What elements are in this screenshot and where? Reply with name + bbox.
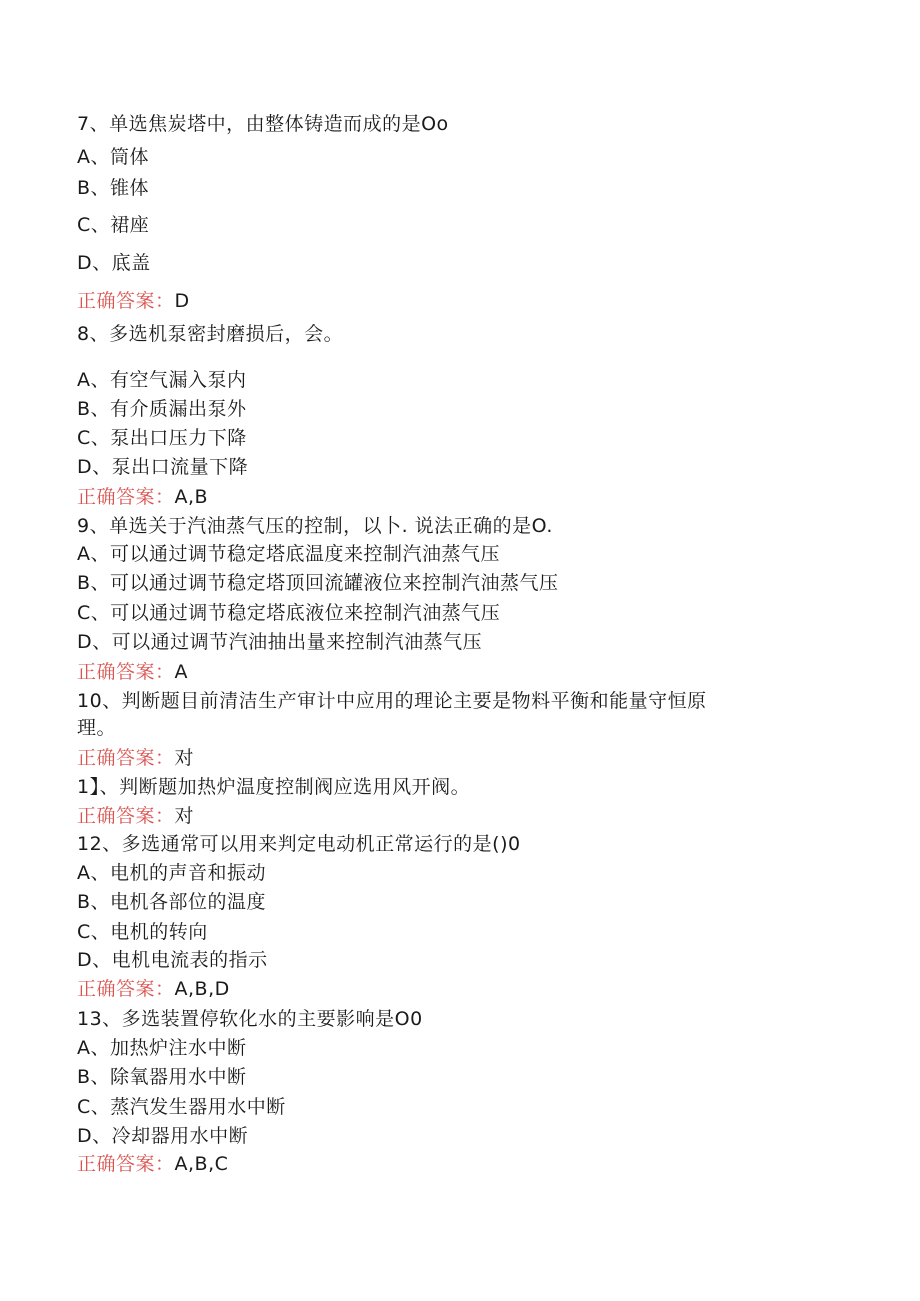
question-11-answer [77,804,194,828]
question-9-stem: 9、单选关于汽油蒸气压的控制，以卜. 说法正确的是O. [77,515,553,537]
question-12-option-c: C、电机的转向 [77,921,208,943]
answer-label: 正确答案： [77,805,175,827]
question-9-option-b: B、可以通过调节稳定塔顶回流罐液位来控制汽油蒸气压 [77,572,559,594]
question-8-option-c: C、泵出口压力下降 [77,427,247,449]
question-9-answer [77,660,188,684]
question-13-option-c: C、蒸汽发生器用水中断 [77,1096,286,1118]
question-11-stem: 1】、判断题加热炉温度控制阀应选用风开阀。 [77,776,471,798]
answer-value: D [174,290,190,312]
question-12-option-b: B、电机各部位的温度 [77,891,267,913]
answer-value: 对 [174,747,195,769]
answer-label: 正确答案： [77,978,175,1000]
question-13-answer [77,1152,228,1176]
question-7-option-d: D、底盖 [77,252,151,274]
answer-value: A,B,D [174,978,230,1000]
answer-value: A [174,661,189,683]
question-8-answer [77,485,208,509]
question-9-option-a: A、可以通过调节稳定塔底温度来控制汽油蒸气压 [77,543,500,565]
answer-value: 对 [174,805,195,827]
question-8-option-a: A、有空气漏入泵内 [77,369,247,391]
question-7-option-c: C、裙座 [77,214,150,236]
question-10-stem-continued: 理。 [77,717,117,739]
answer-value: A,B,C [174,1153,229,1175]
question-9-option-c: C、可以通过调节稳定塔底液位来控制汽油蒸气压 [77,602,501,624]
question-8-option-d: D、泵出口流量下降 [77,456,249,478]
question-7-stem: 7、单选焦炭塔中，由整体铸造而成的是Oo [77,113,449,135]
answer-label: 正确答案： [77,290,175,312]
question-7-option-b: B、锥体 [77,177,150,199]
answer-label: 正确答案： [77,747,175,769]
question-13-option-b: B、除氧器用水中断 [77,1066,247,1088]
question-13-option-a: A、加热炉注水中断 [77,1037,247,1059]
question-7-answer [77,289,190,313]
question-9-option-d: D、可以通过调节汽油抽出量来控制汽油蒸气压 [77,631,483,653]
question-13-option-d: D、冷却器用水中断 [77,1125,249,1147]
answer-value: A,B [174,486,209,508]
answer-label: 正确答案： [77,486,175,508]
question-12-stem: 12、多选通常可以用来判定电动机正常运行的是()0 [77,833,521,855]
question-8-option-b: B、有介质漏出泵外 [77,398,247,420]
answer-label: 正确答案： [77,1153,175,1175]
question-10-answer [77,746,194,770]
question-13-stem: 13、多选装置停软化水的主要影响是O0 [77,1008,423,1030]
answer-label: 正确答案： [77,661,175,683]
question-10-stem: 10、判断题目前清洁生产审计中应用的理论主要是物料平衡和能量守恒原 [77,690,707,712]
question-12-option-d: D、电机电流表的指示 [77,949,268,971]
question-12-option-a: A、电机的声音和振动 [77,862,266,884]
question-7-option-a: A、筒体 [77,146,149,168]
question-8-stem: 8、多选机泵密封磨损后，会。 [77,323,344,345]
question-12-answer [77,977,230,1001]
